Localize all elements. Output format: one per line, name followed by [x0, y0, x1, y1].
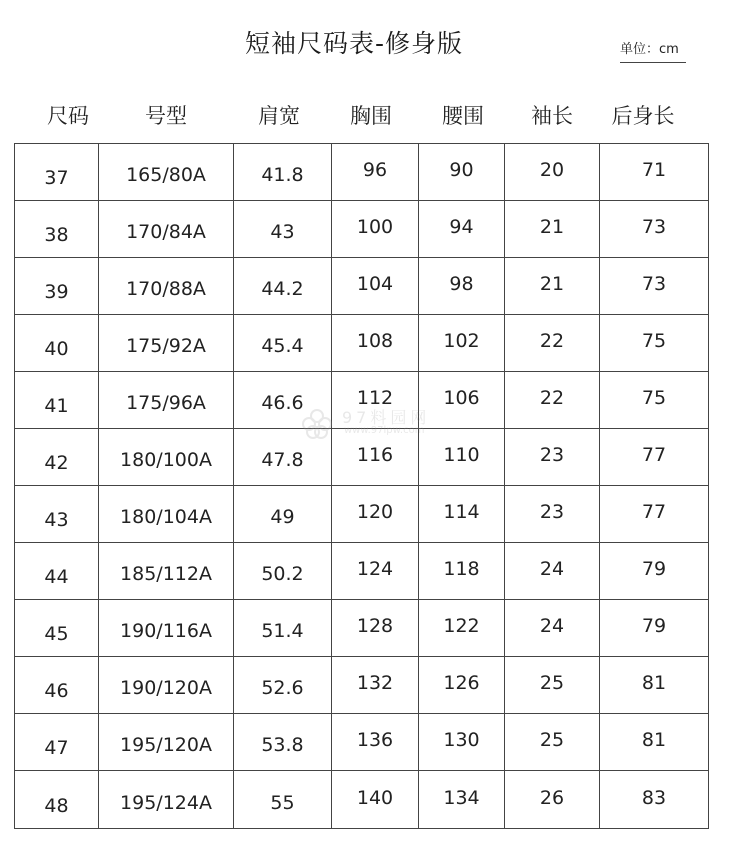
- table-row: [15, 543, 709, 600]
- cell-value: 53.8: [261, 734, 304, 756]
- cell-back-length: [600, 600, 709, 657]
- cell-size: [15, 714, 99, 771]
- cell-value: 116: [356, 444, 394, 466]
- cell-back-length: [600, 543, 709, 600]
- cell-waist: [419, 600, 505, 657]
- flower-logo-icon: [300, 407, 334, 441]
- cell-value: 52.6: [261, 677, 304, 699]
- header-waist: 腰围: [442, 104, 484, 128]
- cell-value: 43: [270, 221, 295, 243]
- cell-chest: [332, 657, 419, 714]
- cell-model: [99, 372, 234, 429]
- table-row: [15, 144, 709, 201]
- cell-value: 195/124A: [120, 791, 212, 814]
- cell-value: 42: [44, 452, 69, 474]
- cell-value: 77: [641, 501, 667, 523]
- cell-value: 124: [356, 558, 394, 580]
- header-chest: 胸围: [350, 104, 392, 128]
- cell-sleeve: [505, 771, 600, 829]
- cell-value: 134: [443, 786, 480, 809]
- cell-value: 94: [449, 216, 474, 238]
- table-row: [15, 258, 709, 315]
- cell-value: 136: [356, 729, 394, 751]
- cell-sleeve: [505, 714, 600, 771]
- cell-waist: [419, 201, 505, 258]
- cell-waist: [419, 486, 505, 543]
- cell-size: [15, 258, 99, 315]
- cell-value: 50.2: [261, 563, 304, 585]
- cell-value: 75: [641, 330, 667, 352]
- cell-model: [99, 714, 234, 771]
- cell-value: 122: [443, 615, 480, 637]
- cell-value: 25: [539, 729, 565, 751]
- cell-value: 24: [539, 615, 565, 637]
- cell-value: 185/112A: [120, 563, 212, 585]
- cell-value: 190/116A: [120, 620, 212, 642]
- cell-value: 170/84A: [126, 221, 206, 243]
- cell-size: [15, 486, 99, 543]
- cell-model: [99, 657, 234, 714]
- cell-value: 49: [270, 506, 295, 528]
- cell-sleeve: [505, 429, 600, 486]
- table-row: [15, 486, 709, 543]
- cell-value: 41.8: [261, 164, 304, 186]
- cell-waist: [419, 258, 505, 315]
- cell-value: 83: [641, 786, 667, 809]
- cell-chest: [332, 543, 419, 600]
- cell-back-length: [600, 258, 709, 315]
- cell-value: 132: [356, 672, 394, 694]
- cell-value: 175/96A: [126, 392, 206, 414]
- cell-value: 118: [443, 558, 480, 580]
- cell-chest: [332, 600, 419, 657]
- cell-value: 165/80A: [126, 164, 206, 186]
- cell-size: [15, 429, 99, 486]
- cell-value: 44: [44, 566, 69, 588]
- cell-shoulder: [234, 771, 332, 829]
- cell-model: [99, 486, 234, 543]
- cell-value: 110: [443, 444, 480, 466]
- cell-value: 104: [356, 273, 394, 295]
- table-row: [15, 315, 709, 372]
- cell-waist: [419, 543, 505, 600]
- cell-value: 120: [356, 501, 394, 523]
- cell-back-length: [600, 657, 709, 714]
- cell-waist: [419, 657, 505, 714]
- cell-sleeve: [505, 201, 600, 258]
- cell-back-length: [600, 714, 709, 771]
- cell-value: 175/92A: [126, 335, 206, 357]
- cell-size: [15, 543, 99, 600]
- cell-value: 51.4: [261, 620, 304, 642]
- cell-value: 25: [539, 672, 565, 694]
- cell-sleeve: [505, 372, 600, 429]
- cell-value: 71: [641, 159, 667, 181]
- header-back-length: 后身长: [611, 104, 675, 128]
- cell-value: 48: [44, 794, 69, 817]
- cell-size: [15, 201, 99, 258]
- watermark: [300, 405, 470, 445]
- cell-value: 108: [356, 330, 394, 352]
- cell-value: 47.8: [261, 449, 304, 471]
- cell-value: 38: [44, 224, 69, 246]
- cell-sleeve: [505, 543, 600, 600]
- cell-value: 20: [539, 159, 565, 181]
- cell-waist: [419, 714, 505, 771]
- cell-model: [99, 543, 234, 600]
- cell-value: 40: [44, 338, 69, 360]
- cell-back-length: [600, 201, 709, 258]
- cell-value: 140: [356, 786, 394, 809]
- cell-model: [99, 600, 234, 657]
- cell-value: 43: [44, 509, 69, 531]
- cell-size: [15, 771, 99, 829]
- cell-back-length: [600, 372, 709, 429]
- cell-chest: [332, 771, 419, 829]
- cell-size: [15, 372, 99, 429]
- cell-value: 22: [539, 330, 565, 352]
- cell-shoulder: [234, 543, 332, 600]
- watermark-url: www.97lpw.com: [344, 425, 425, 436]
- cell-size: [15, 657, 99, 714]
- cell-value: 128: [356, 615, 394, 637]
- cell-size: [15, 315, 99, 372]
- cell-waist: [419, 144, 505, 201]
- cell-model: [99, 429, 234, 486]
- table-row: [15, 657, 709, 714]
- size-table: [14, 143, 709, 829]
- cell-back-length: [600, 315, 709, 372]
- table-row: [15, 600, 709, 657]
- cell-chest: [332, 258, 419, 315]
- cell-value: 37: [44, 167, 69, 189]
- cell-sleeve: [505, 486, 600, 543]
- cell-waist: [419, 771, 505, 829]
- cell-value: 180/104A: [120, 506, 212, 528]
- cell-chest: [332, 486, 419, 543]
- cell-shoulder: [234, 315, 332, 372]
- cell-value: 126: [443, 672, 480, 694]
- table-body: [15, 144, 709, 829]
- cell-value: 114: [443, 501, 480, 523]
- table-row: [15, 714, 709, 771]
- cell-value: 47: [44, 737, 69, 759]
- cell-value: 44.2: [261, 278, 304, 300]
- cell-value: 81: [641, 729, 667, 751]
- cell-value: 195/120A: [120, 734, 212, 756]
- cell-sleeve: [505, 600, 600, 657]
- cell-sleeve: [505, 315, 600, 372]
- cell-value: 98: [449, 273, 474, 295]
- cell-value: 21: [539, 273, 565, 295]
- cell-model: [99, 771, 234, 829]
- cell-sleeve: [505, 258, 600, 315]
- cell-size: [15, 144, 99, 201]
- table-header-row: [0, 96, 750, 136]
- cell-value: 73: [641, 216, 667, 238]
- header-sleeve: 袖长: [531, 104, 573, 128]
- cell-value: 102: [443, 330, 480, 352]
- cell-value: 23: [539, 501, 565, 523]
- cell-shoulder: [234, 714, 332, 771]
- cell-chest: [332, 315, 419, 372]
- cell-model: [99, 201, 234, 258]
- cell-value: 180/100A: [120, 449, 212, 471]
- cell-back-length: [600, 486, 709, 543]
- cell-chest: [332, 201, 419, 258]
- watermark-text: 97料园网: [342, 408, 431, 427]
- header-model: 号型: [145, 104, 187, 128]
- cell-value: 22: [539, 387, 565, 409]
- table-row: [15, 771, 709, 829]
- cell-chest: [332, 714, 419, 771]
- cell-value: 21: [539, 216, 565, 238]
- cell-back-length: [600, 771, 709, 829]
- cell-sleeve: [505, 657, 600, 714]
- unit-label: 单位：cm: [620, 38, 686, 63]
- cell-value: 106: [443, 387, 480, 409]
- cell-back-length: [600, 429, 709, 486]
- cell-value: 55: [270, 791, 295, 814]
- cell-value: 130: [443, 729, 480, 751]
- cell-shoulder: [234, 258, 332, 315]
- cell-size: [15, 600, 99, 657]
- cell-value: 112: [356, 387, 394, 409]
- cell-value: 75: [641, 387, 667, 409]
- cell-value: 39: [44, 281, 69, 303]
- cell-value: 96: [362, 159, 388, 181]
- cell-value: 77: [641, 444, 667, 466]
- cell-waist: [419, 315, 505, 372]
- cell-value: 79: [641, 615, 667, 637]
- cell-model: [99, 144, 234, 201]
- cell-value: 100: [356, 216, 394, 238]
- cell-value: 23: [539, 444, 565, 466]
- cell-chest: [332, 144, 419, 201]
- cell-model: [99, 258, 234, 315]
- cell-value: 79: [641, 558, 667, 580]
- cell-value: 26: [539, 786, 565, 809]
- cell-value: 190/120A: [120, 677, 212, 699]
- cell-value: 24: [539, 558, 565, 580]
- header-size: 尺码: [47, 104, 89, 128]
- cell-value: 90: [449, 159, 474, 181]
- cell-model: [99, 315, 234, 372]
- header-shoulder: 肩宽: [258, 104, 300, 128]
- cell-value: 45: [44, 623, 69, 645]
- cell-value: 46: [44, 680, 69, 702]
- cell-value: 41: [44, 395, 69, 417]
- cell-value: 46.6: [261, 392, 304, 414]
- cell-shoulder: [234, 657, 332, 714]
- cell-sleeve: [505, 144, 600, 201]
- cell-value: 81: [641, 672, 667, 694]
- cell-back-length: [600, 144, 709, 201]
- cell-shoulder: [234, 201, 332, 258]
- cell-shoulder: [234, 600, 332, 657]
- cell-shoulder: [234, 144, 332, 201]
- cell-value: 73: [641, 273, 667, 295]
- cell-value: 45.4: [261, 335, 304, 357]
- page-title: 短袖尺码表-修身版: [244, 29, 464, 58]
- table-row: [15, 201, 709, 258]
- cell-shoulder: [234, 486, 332, 543]
- cell-value: 170/88A: [126, 278, 206, 300]
